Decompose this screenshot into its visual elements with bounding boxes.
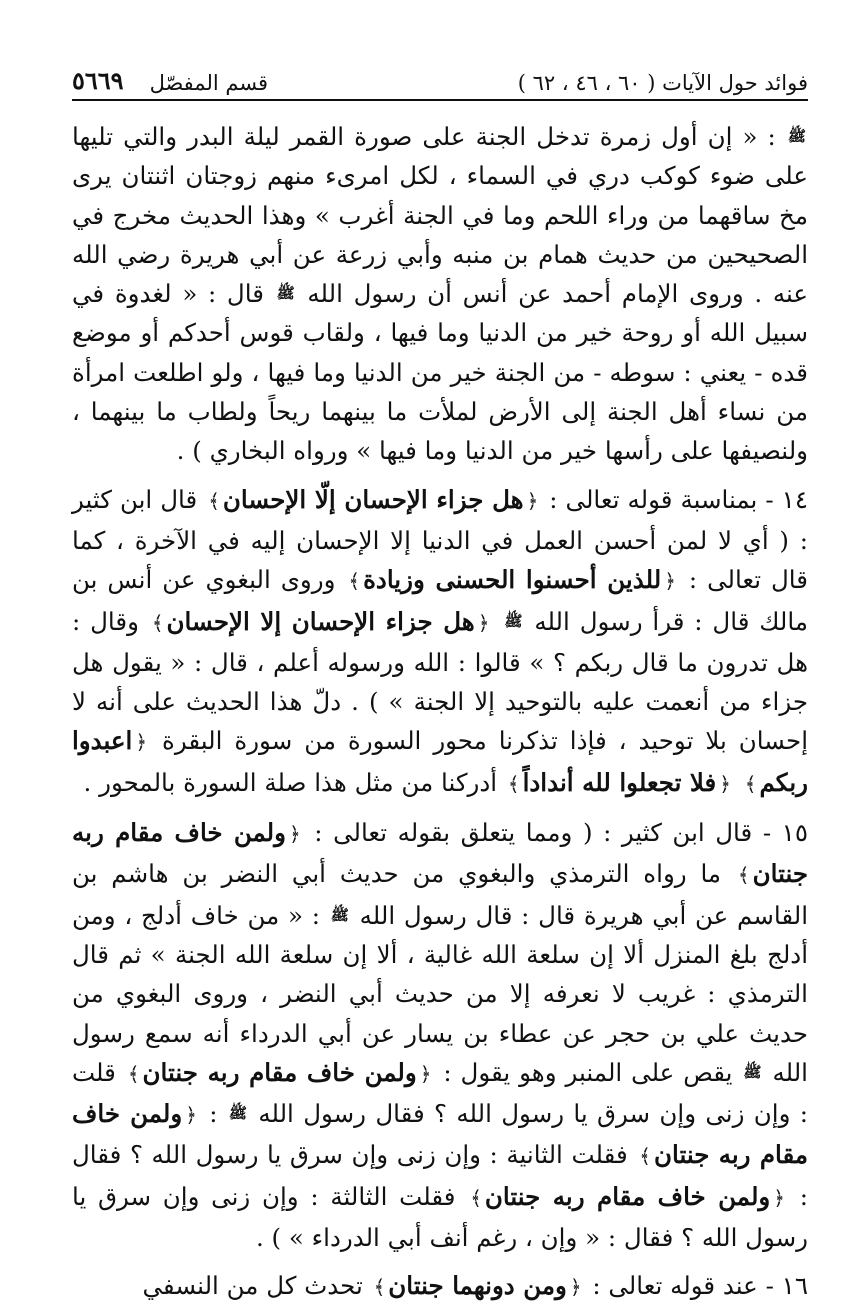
text-segment: فقلت الثانية : وإن زنى وإن سرق يا رسول الله ؟ فقال : — [72, 1140, 808, 1211]
text-segment: وقال : هل تدرون ما قال ربكم ؟ » قالوا : الله ورسوله أعلم ، قال : « يقول هل جزاء من أنعمت عليه بالتوحيد إلا الجنة » ) . دلّ هذا الحديث على أنه لا إحسان بلا توحيد ، فإذا تذكرنا محور السورة من سورة البقرة — [72, 606, 808, 756]
ornate-bracket-open: ﴿ — [419, 1061, 432, 1086]
ornate-bracket-open: ﴿ — [477, 610, 490, 635]
text-segment: عند قوله تعالى : — [592, 1271, 758, 1301]
header-section: قسم المفصّل — [149, 71, 269, 95]
ornate-bracket-open: ﴿ — [664, 569, 676, 594]
ornate-bracket-close: ﴾ — [208, 488, 220, 513]
quran-verse: هل جزاء الإحسان إلا الإحسان — [166, 606, 475, 636]
page-body — [72, 117, 808, 1308]
text-segment: قال ابن كثير : ( أي لا لمن أحسن العمل في الدنيا إلا الإحسان إليه في الآخرة ، كما قال تعالى : — [72, 484, 808, 595]
salutation-glyph: ﷺ — [276, 284, 295, 303]
ornate-bracket-open: ﴿ — [185, 1103, 197, 1128]
ornate-bracket-open: ﴿ — [719, 771, 731, 796]
ornate-bracket-close: ﴾ — [373, 1275, 386, 1300]
quran-verse: ومن دونهما جنتان — [388, 1271, 567, 1301]
salutation-glyph: ﷺ — [330, 905, 349, 924]
text-segment: ما رواه الترمذي والبغوي من حديث أبي النضر بن هاشم بن القاسم عن أبي هريرة قال : قال رسول الله — [72, 859, 808, 930]
running-header — [72, 55, 808, 95]
text-segment: قال ابن كثير : ( ومما يتعلق بقوله تعالى : — [314, 818, 753, 848]
ornate-bracket-close: ﴾ — [639, 1144, 652, 1169]
header-left-group — [72, 66, 268, 95]
ornate-bracket-open: ﴿ — [526, 488, 539, 513]
ornate-bracket-open: ﴿ — [569, 1275, 582, 1300]
header-title: فوائد حول الآيات ( ٦٠ ، ٤٦ ، ٦٢ ) — [517, 71, 808, 95]
salutation-glyph: ﷺ — [228, 1104, 247, 1123]
ornate-bracket-open: ﴿ — [288, 822, 301, 847]
ornate-bracket-close: ﴾ — [470, 1185, 482, 1210]
salutation-glyph: ﷺ — [504, 611, 523, 630]
salutation-glyph: ﷺ — [787, 127, 806, 145]
text-segment: قلت : وإن زنى وإن سرق يا رسول الله ؟ فقال رسول الله — [72, 1057, 808, 1129]
ornate-bracket-open: ﴿ — [135, 730, 148, 755]
ornate-bracket-close: ﴾ — [127, 1061, 140, 1086]
paragraph-number: ١٦ - — [765, 1271, 808, 1301]
text-segment: تحدث كل من النسفي — [142, 1271, 363, 1301]
ornate-bracket-close: ﴾ — [507, 771, 520, 796]
paragraph-number: ١٥ - — [762, 818, 808, 848]
text-segment: بمناسبة قوله تعالى : — [549, 484, 758, 514]
quran-verse: ولمن خاف مقام ربه جنتان — [72, 818, 808, 889]
ornate-bracket-open: ﴿ — [773, 1185, 785, 1210]
paragraph-14 — [72, 480, 808, 804]
ornate-bracket-close: ﴾ — [348, 569, 361, 594]
text-segment: فقلت الثالثة : وإن زنى وإن سرق يا رسول الله ؟ فقال : « وإن ، رغم أنف أبي الدرداء » ) . — [72, 1181, 808, 1253]
page-number: ٥٦٦٩ — [72, 66, 124, 95]
text-segment: : « من خاف أدلج ، ومن أدلج بلغ المنزل ألا إن سلعة الله غالية ، ألا إن سلعة الله الجنة » ثم قال الترمذي : غريب لا نعرفه إلا من حديث أبي النضر ، وروى البغوي من حديث علي بن حجر عن عطاء بن يسار عن أبي الدرداء أنه سمع رسول الله — [72, 900, 808, 1087]
ornate-bracket-close: ﴾ — [737, 863, 750, 888]
quran-verse: ولمن خاف مقام ربه جنتان — [72, 1099, 808, 1170]
ornate-bracket-close: ﴾ — [744, 771, 757, 796]
paragraph-number: ١٤ - — [765, 484, 808, 514]
quran-verse: فلا تجعلوا لله أنداداً — [522, 767, 717, 797]
quran-verse: ولمن خاف مقام ربه جنتان — [484, 1181, 771, 1211]
quran-verse: اعبدوا ربكم — [72, 726, 808, 797]
text-segment: وروى البغوي عن أنس بن مالك قال : قرأ رسول الله — [72, 565, 808, 636]
quran-verse: هل جزاء الإحسان إلّا الإحسان — [222, 484, 524, 514]
header-rule — [72, 99, 808, 101]
quran-verse: للذين أحسنوا الحسنى وزيادة — [363, 565, 662, 595]
salutation-glyph: ﷺ — [743, 1062, 762, 1081]
text-segment: يقص على المنبر وهو يقول : — [443, 1057, 733, 1087]
ornate-bracket-close: ﴾ — [151, 610, 164, 635]
paragraph-15 — [72, 813, 808, 1257]
text-segment: أدركنا من مثل هذا صلة السورة بالمحور . — [83, 767, 498, 797]
text-segment: : — [209, 1099, 218, 1129]
text-segment: قال : « لغدوة في سبيل الله أو روحة خير من الدنيا وما فيها ، ولقاب قوس أحدكم أو موضع قده - يعني : سوطه - من الجنة خير من الدنيا وما فيها ، ولو اطلعت امرأة من نساء أهل الجنة إلى الأرض لملأت ما بينهما ريحاً ولطاب ما بينهما ، ولنصيفها على رأسها خير من الدنيا وما فيها » ورواه البخاري ) . — [72, 279, 808, 466]
text-segment: : « إن أول زمرة تدخل الجنة على صورة القمر ليلة البدر والتي تليها على ضوء كوكب دري في السماء ، لكل امرىء منهم زوجتان اثنتان يرى مخ ساقهما من وراء اللحم وما في الجنة أغرب » وهذا الحديث مخرج في الصحيحين من حديث همام بن منبه وأبي زرعة عن أبي هريرة رضي الله عنه . وروى الإمام أحمد عن أنس أن رسول الله — [72, 122, 808, 309]
quran-verse: ولمن خاف مقام ربه جنتان — [142, 1057, 417, 1087]
paragraph-16 — [72, 1266, 808, 1307]
paragraph-hadith-continued — [72, 117, 808, 471]
